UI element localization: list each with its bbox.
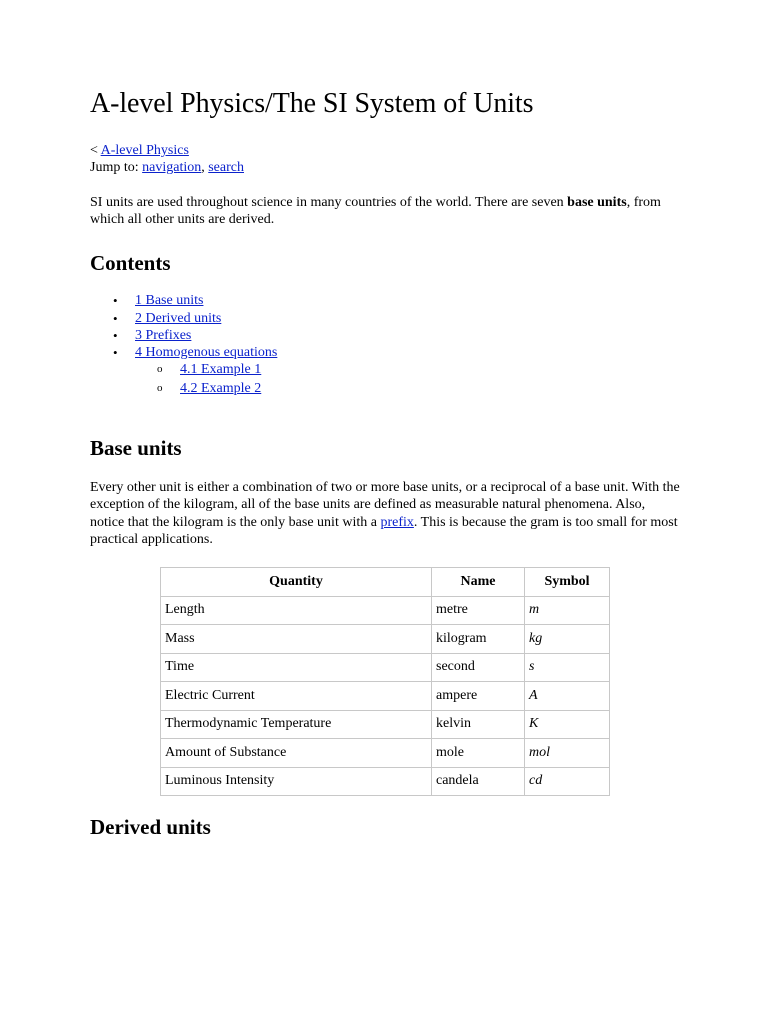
table-row <box>161 625 610 654</box>
jump-prefix: Jump to: <box>90 160 143 175</box>
toc-link-homogenous-equations[interactable]: 4 Homogenous equations <box>135 345 278 360</box>
table-row <box>161 710 610 739</box>
jump-navigation-link[interactable]: navigation <box>142 160 202 175</box>
toc-link-base-units[interactable]: 1 Base units <box>135 293 204 308</box>
bullet-icon: • <box>113 328 118 343</box>
cell-name: ampere <box>432 682 525 711</box>
circle-bullet-icon: o <box>157 382 163 394</box>
jump-to <box>90 159 244 176</box>
cell-name: candela <box>432 767 525 796</box>
table-header-row <box>161 568 610 597</box>
table-row <box>161 739 610 768</box>
bullet-icon: • <box>113 311 118 326</box>
cell-quantity: Length <box>161 596 432 625</box>
cell-quantity: Time <box>161 653 432 682</box>
intro-text-2: , from which all other units are derived. <box>90 195 661 228</box>
cell-symbol: A <box>525 682 610 711</box>
cell-name: kelvin <box>432 710 525 739</box>
bullet-icon: • <box>113 293 118 308</box>
table-row <box>161 682 610 711</box>
base-units-paragraph <box>90 479 680 548</box>
table-row <box>161 767 610 796</box>
column-header-symbol: Symbol <box>525 568 610 597</box>
derived-units-heading: Derived units <box>90 815 211 839</box>
intro-bold: base units <box>567 195 627 210</box>
base-units-text-1: Every other unit is either a combination of two or more base units, or a reciprocal of a base unit. With the exception of the kilogram, all of the base units are defined as measurable natural phenomena. Also, notice that the kilogram is the only base unit with a <box>90 480 680 530</box>
toc-link-prefixes[interactable]: 3 Prefixes <box>135 328 192 343</box>
intro-text-1: SI units are used throughout science in many countries of the world. There are seven <box>90 195 568 210</box>
prefix-link[interactable]: prefix <box>380 514 414 530</box>
base-units-table <box>160 567 610 796</box>
cell-quantity: Electric Current <box>161 682 432 711</box>
cell-symbol: kg <box>525 625 610 654</box>
cell-name: second <box>432 653 525 682</box>
base-units-heading: Base units <box>90 436 182 460</box>
cell-quantity: Amount of Substance <box>161 739 432 768</box>
cell-symbol: cd <box>525 767 610 796</box>
breadcrumb-link[interactable]: A-level Physics <box>100 143 189 158</box>
intro-paragraph <box>90 194 680 229</box>
column-header-quantity: Quantity <box>161 568 432 597</box>
table-row <box>161 653 610 682</box>
toc-link-example-1[interactable]: 4.1 Example 1 <box>180 362 262 377</box>
column-header-name: Name <box>432 568 525 597</box>
cell-symbol: K <box>525 710 610 739</box>
cell-quantity: Luminous Intensity <box>161 767 432 796</box>
cell-name: kilogram <box>432 625 525 654</box>
page-title: A-level Physics/The SI System of Units <box>90 88 534 119</box>
circle-bullet-icon: o <box>157 363 163 375</box>
cell-symbol: mol <box>525 739 610 768</box>
cell-symbol: m <box>525 596 610 625</box>
cell-quantity: Thermodynamic Temperature <box>161 710 432 739</box>
toc-link-derived-units[interactable]: 2 Derived units <box>135 311 222 326</box>
cell-name: metre <box>432 596 525 625</box>
breadcrumb-prefix: < <box>90 143 101 158</box>
table-row <box>161 596 610 625</box>
cell-name: mole <box>432 739 525 768</box>
base-units-text-2: . This is because the gram is too small for most practical applications. <box>90 514 678 547</box>
contents-heading: Contents <box>90 251 171 275</box>
jump-search-link[interactable]: search <box>208 160 244 175</box>
bullet-icon: • <box>113 345 118 360</box>
cell-quantity: Mass <box>161 625 432 654</box>
toc-link-example-2[interactable]: 4.2 Example 2 <box>180 381 262 396</box>
cell-symbol: s <box>525 653 610 682</box>
breadcrumb <box>90 142 189 159</box>
jump-separator: , <box>201 160 209 175</box>
